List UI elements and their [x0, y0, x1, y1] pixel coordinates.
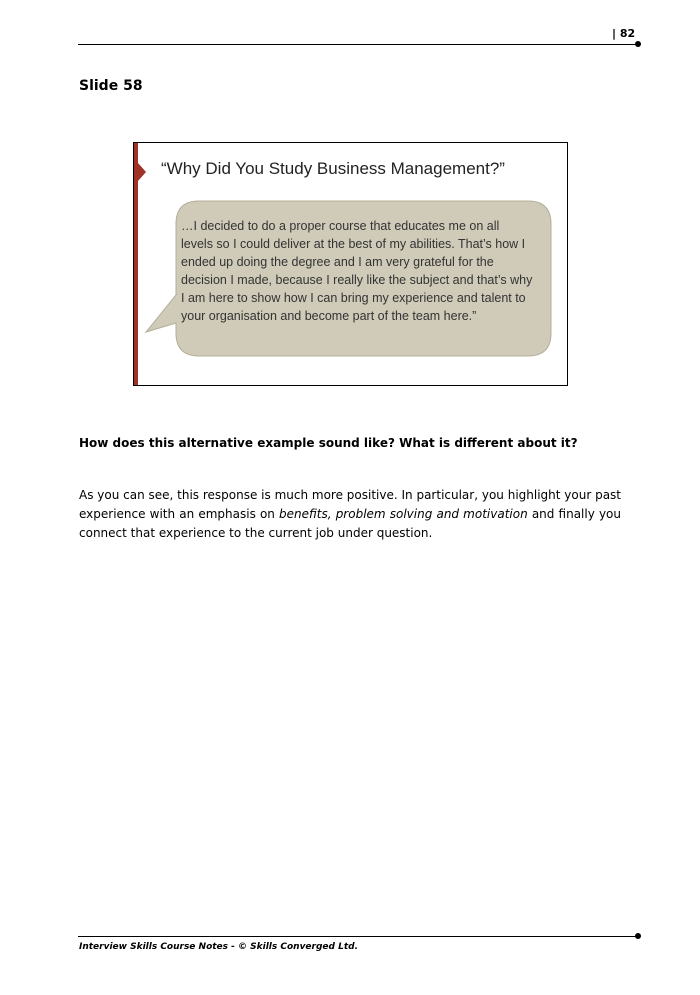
header-rule [78, 44, 638, 45]
body-emphasis: benefits, problem solving and motivation [279, 507, 528, 521]
footer-rule-dot [635, 933, 641, 939]
slide-title: “Why Did You Study Business Management?” [161, 159, 505, 178]
slide-marker-icon [138, 163, 146, 181]
discussion-question: How does this alternative example sound like? What is different about it? [79, 436, 578, 450]
body-text-part1: As you can see, this response is much more positive. In particular, you highlight your past experience with an emphasis on [79, 488, 622, 521]
slide-frame [133, 142, 568, 386]
slide-heading: Slide 58 [79, 78, 143, 94]
body-paragraph [79, 486, 621, 543]
footer-text: Interview Skills Course Notes - © Skills Converged Ltd. [79, 942, 358, 952]
footer-rule [78, 936, 638, 937]
slide-quote-text: …I decided to do a proper course that educates me on all levels so I could deliver at the best of my abilities. That’s how I ended up doing the degree and I am very grateful for the decision I made, because I really like the subject and that’s why I am here to show how I can bring my experience and talent to your organisation and become part of the team here.” [181, 219, 533, 323]
header-rule-dot [635, 41, 641, 47]
page-number: | 82 [612, 27, 636, 40]
body-text-part2: and finally you connect that experience to the current job under question. [79, 507, 622, 540]
